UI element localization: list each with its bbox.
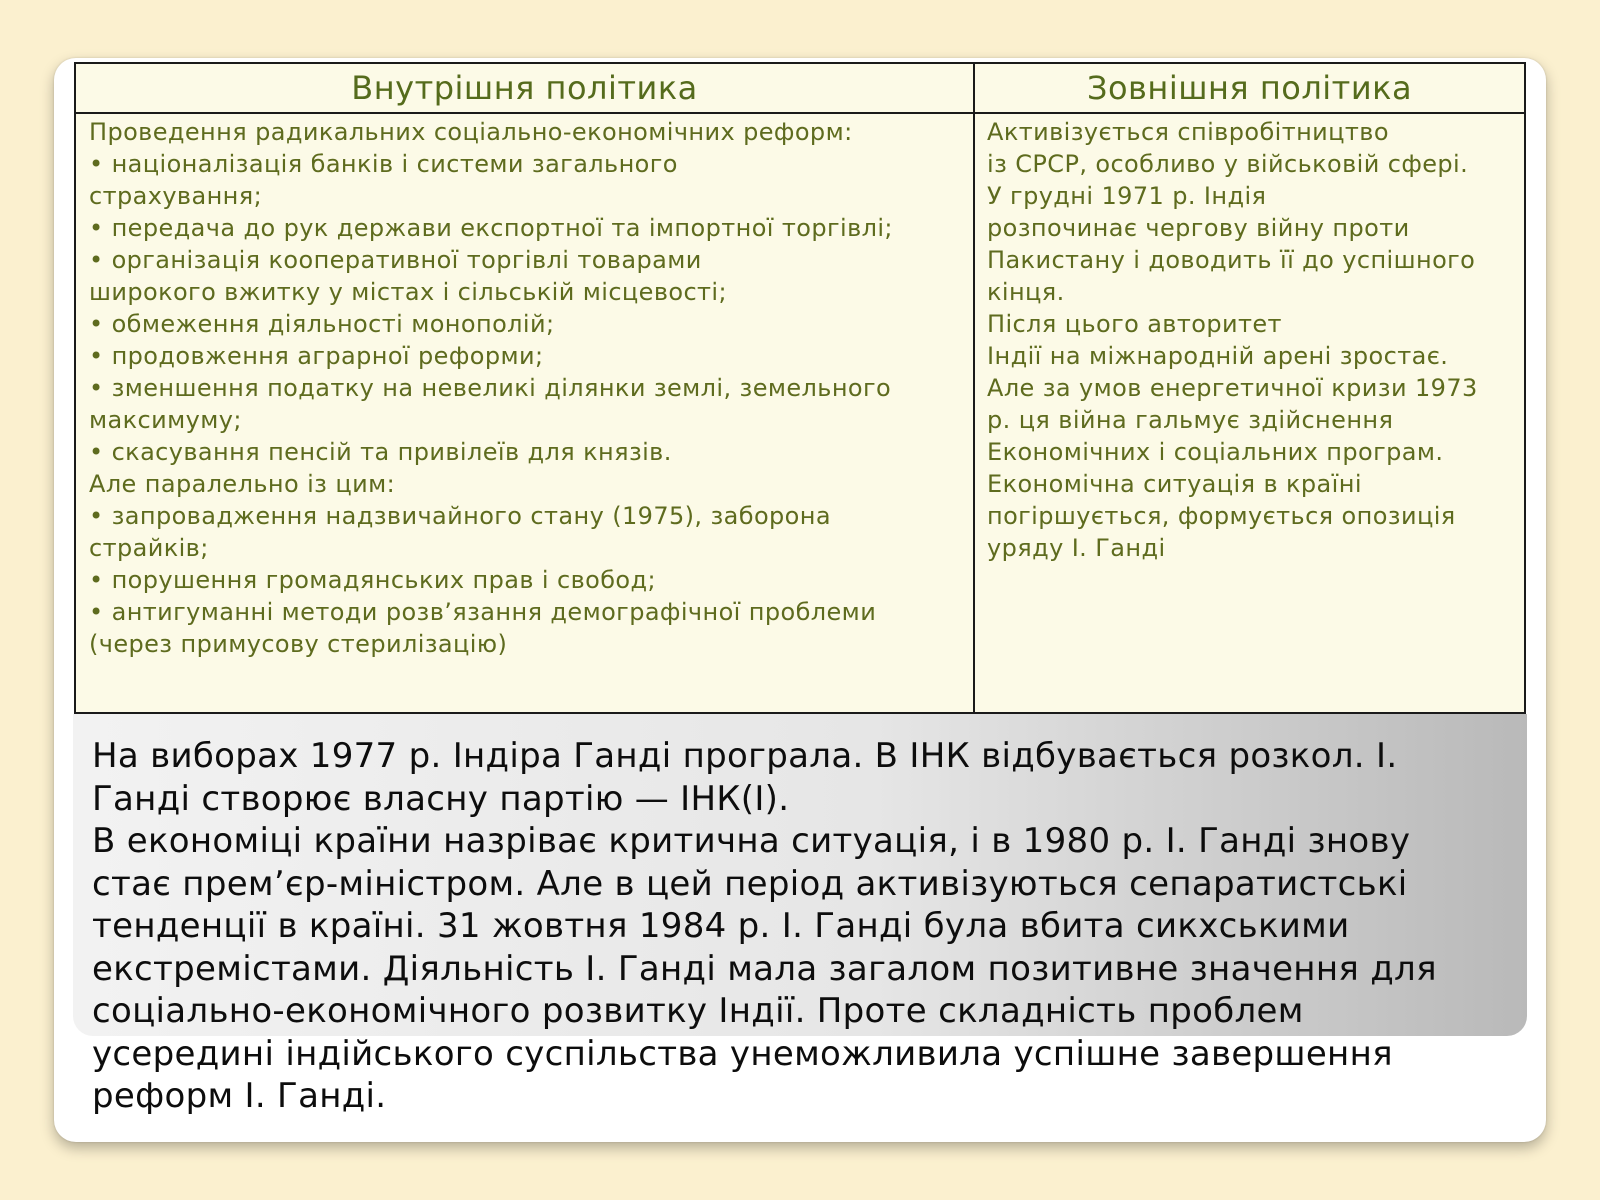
text-line: • запровадження надзвичайного стану (1975), заборона xyxy=(89,502,831,530)
text-line: • обмеження діяльності монополій; xyxy=(89,310,555,338)
summary-line: екстремістами. Діяльність І. Ганді мала загалом позитивне значення для xyxy=(92,948,1437,989)
domestic-policy-header: Внутрішня політика xyxy=(351,69,698,107)
text-line: Після цього авторитет xyxy=(987,310,1282,338)
text-line: Економічна ситуація в країні xyxy=(987,470,1362,498)
text-line: кінця. xyxy=(987,278,1065,306)
text-line: Активізується співробітництво xyxy=(987,118,1389,146)
text-line: погіршується, формується опозиція xyxy=(987,502,1456,530)
text-line: Але паралельно із цим: xyxy=(89,470,396,498)
text-line: широкого вжитку у містах і сільській місцевості; xyxy=(89,278,727,306)
summary-line: соціально-економічного розвитку Індії. Проте складність проблем xyxy=(92,991,1304,1031)
text-line: страхування; xyxy=(89,182,263,210)
text-line: уряду І. Ганді xyxy=(987,534,1166,562)
domestic-policy-cell xyxy=(89,116,893,660)
foreign-policy-header: Зовнішня політика xyxy=(1086,69,1413,107)
column-divider xyxy=(973,64,975,712)
text-line: • організація кооперативної торгівлі товарами xyxy=(89,246,702,274)
text-line: максимуму; xyxy=(89,406,242,434)
text-line: • передача до рук держави експортної та імпортної торгівлі; xyxy=(89,214,893,242)
text-line: р. ця війна гальмує здійснення xyxy=(987,406,1394,434)
text-line: • скасування пенсій та привілеїв для князів. xyxy=(89,438,672,466)
summary-paragraph xyxy=(92,735,1437,1118)
text-line: із СРСР, особливо у військовій сфері. xyxy=(987,150,1469,178)
summary-line: На виборах 1977 р. Індіра Ганді програла. В ІНК відбувається розкол. І. xyxy=(92,736,1398,776)
summary-line: реформ І. Ганді. xyxy=(92,1076,387,1116)
text-line: • антигуманні методи розв’язання демографічної проблеми xyxy=(89,598,877,626)
text-line: Пакистану і доводить її до успішного xyxy=(987,246,1476,274)
text-line: • порушення громадянських прав і свобод; xyxy=(89,566,656,594)
text-line: Індії на міжнародній арені зростає. xyxy=(987,342,1449,370)
text-line: Економічних і соціальних програм. xyxy=(987,438,1444,466)
header-divider xyxy=(76,112,1524,114)
summary-line: усередині індійського суспільства унеможливила успішне завершення xyxy=(92,1033,1393,1074)
text-line: страйків; xyxy=(89,534,209,562)
text-line: Але за умов енергетичної кризи 1973 xyxy=(987,374,1478,402)
policy-table xyxy=(74,62,1526,714)
summary-line: тенденції в країні. 31 жовтня 1984 р. І. Ганді була вбита сикхськими xyxy=(92,906,1350,946)
text-line: • продовження аграрної реформи; xyxy=(89,342,544,370)
text-line: (через примусову стерилізацію) xyxy=(89,630,508,658)
summary-line: В економіці країни назріває критична ситуація, і в 1980 р. І. Ганді знову xyxy=(92,821,1411,861)
text-line: розпочинає чергову війну проти xyxy=(987,214,1410,242)
text-line: У грудні 1971 р. Індія xyxy=(987,182,1267,210)
text-line: • націоналізація банків і системи загального xyxy=(89,150,678,178)
text-line: Проведення радикальних соціально-економічних реформ: xyxy=(89,118,853,146)
summary-line: стає прем’єр-міністром. Але в цей період активізуються сепаратистські xyxy=(92,863,1408,904)
text-line: • зменшення податку на невеликі ділянки землі, земельного xyxy=(89,374,892,402)
summary-line: Ганді створює власну партію — ІНК(І). xyxy=(92,778,790,819)
foreign-policy-cell xyxy=(987,116,1478,564)
